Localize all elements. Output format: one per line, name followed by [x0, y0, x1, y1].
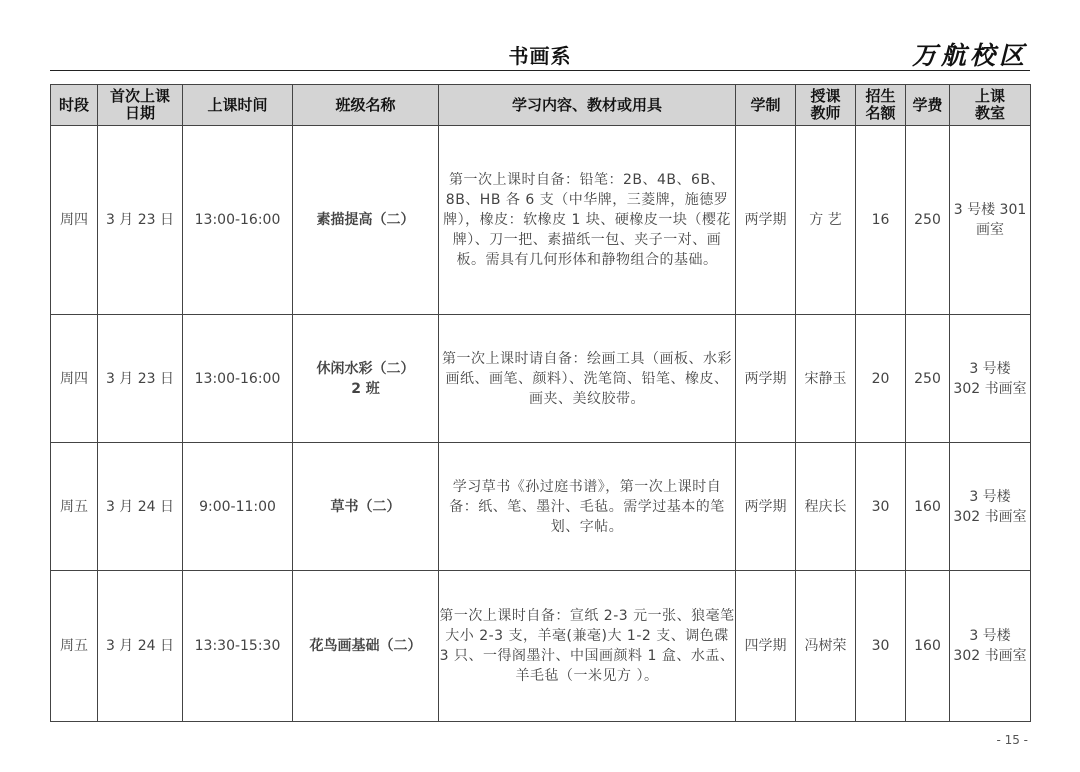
page-number: - 15 -	[996, 733, 1028, 747]
cell-teacher: 程庆长	[796, 443, 856, 571]
cell-fee: 160	[906, 571, 950, 722]
cell-room: 3 号楼 302 书画室	[950, 443, 1031, 571]
campus-name: 万航校区	[911, 41, 1028, 70]
cell-term: 四学期	[736, 571, 796, 722]
cell-course: 草书（二）	[293, 443, 439, 571]
cell-time: 13:00-16:00	[183, 126, 293, 315]
table-row	[51, 571, 1031, 722]
table-row	[51, 443, 1031, 571]
cell-day: 周五	[51, 443, 98, 571]
cell-time: 13:00-16:00	[183, 315, 293, 443]
col-header-fee: 学费	[906, 85, 950, 126]
cell-time: 13:30-15:30	[183, 571, 293, 722]
cell-fee: 160	[906, 443, 950, 571]
cell-quota: 20	[856, 315, 906, 443]
col-header-course: 班级名称	[293, 85, 439, 126]
cell-quota: 30	[856, 443, 906, 571]
header-rule	[50, 70, 1030, 71]
cell-course: 素描提高（二）	[293, 126, 439, 315]
cell-teacher: 宋静玉	[796, 315, 856, 443]
cell-course: 花鸟画基础（二）	[293, 571, 439, 722]
cell-quota: 30	[856, 571, 906, 722]
col-header-day: 时段	[51, 85, 98, 126]
cell-first-date: 3 月 24 日	[98, 571, 183, 722]
col-header-teacher: 授课 教师	[796, 85, 856, 126]
cell-first-date: 3 月 24 日	[98, 443, 183, 571]
cell-teacher: 冯树荣	[796, 571, 856, 722]
cell-fee: 250	[906, 126, 950, 315]
col-header-term: 学制	[736, 85, 796, 126]
cell-quota: 16	[856, 126, 906, 315]
table-header-row	[51, 85, 1031, 126]
course-schedule-table	[50, 84, 1031, 722]
cell-day: 周四	[51, 126, 98, 315]
cell-content: 第一次上课时自备：铅笔：2B、4B、6B、8B、HB 各 6 支（中华牌，三菱牌，施德罗牌），橡皮：软橡皮 1 块、硬橡皮一块（樱花牌）、刀一把、素描纸一包、夹子一对、画板。需具有几何形体和静物组合的基础。	[439, 126, 736, 315]
col-header-content: 学习内容、教材或用具	[439, 85, 736, 126]
cell-first-date: 3 月 23 日	[98, 315, 183, 443]
cell-content: 学习草书《孙过庭书谱》，第一次上课时自备：纸、笔、墨汁、毛毡。需学过基本的笔划、字帖。	[439, 443, 736, 571]
page-title: 书画系	[508, 44, 572, 68]
cell-teacher: 方 艺	[796, 126, 856, 315]
cell-term: 两学期	[736, 126, 796, 315]
col-header-time: 上课时间	[183, 85, 293, 126]
col-header-room: 上课 教室	[950, 85, 1031, 126]
cell-term: 两学期	[736, 315, 796, 443]
cell-content: 第一次上课时请自备：绘画工具（画板、水彩画纸、画笔、颜料）、洗笔筒、铅笔、橡皮、画夹、美纹胶带。	[439, 315, 736, 443]
cell-day: 周五	[51, 571, 98, 722]
col-header-first-date: 首次上课 日期	[98, 85, 183, 126]
cell-fee: 250	[906, 315, 950, 443]
cell-course: 休闲水彩（二） 2 班	[293, 315, 439, 443]
cell-day: 周四	[51, 315, 98, 443]
table-row	[51, 315, 1031, 443]
cell-first-date: 3 月 23 日	[98, 126, 183, 315]
cell-content: 第一次上课时自备：宣纸 2-3 元一张、狼毫笔大小 2-3 支，羊毫(兼毫)大 1-2 支、调色碟 3 只、一得阁墨汁、中国画颜料 1 盒、水盂、羊毛毡（一米见方 ）。	[439, 571, 736, 722]
cell-term: 两学期	[736, 443, 796, 571]
cell-room: 3 号楼 302 书画室	[950, 571, 1031, 722]
col-header-quota: 招生 名额	[856, 85, 906, 126]
table-row	[51, 126, 1031, 315]
cell-time: 9:00-11:00	[183, 443, 293, 571]
cell-room: 3 号楼 301 画室	[950, 126, 1031, 315]
cell-room: 3 号楼 302 书画室	[950, 315, 1031, 443]
